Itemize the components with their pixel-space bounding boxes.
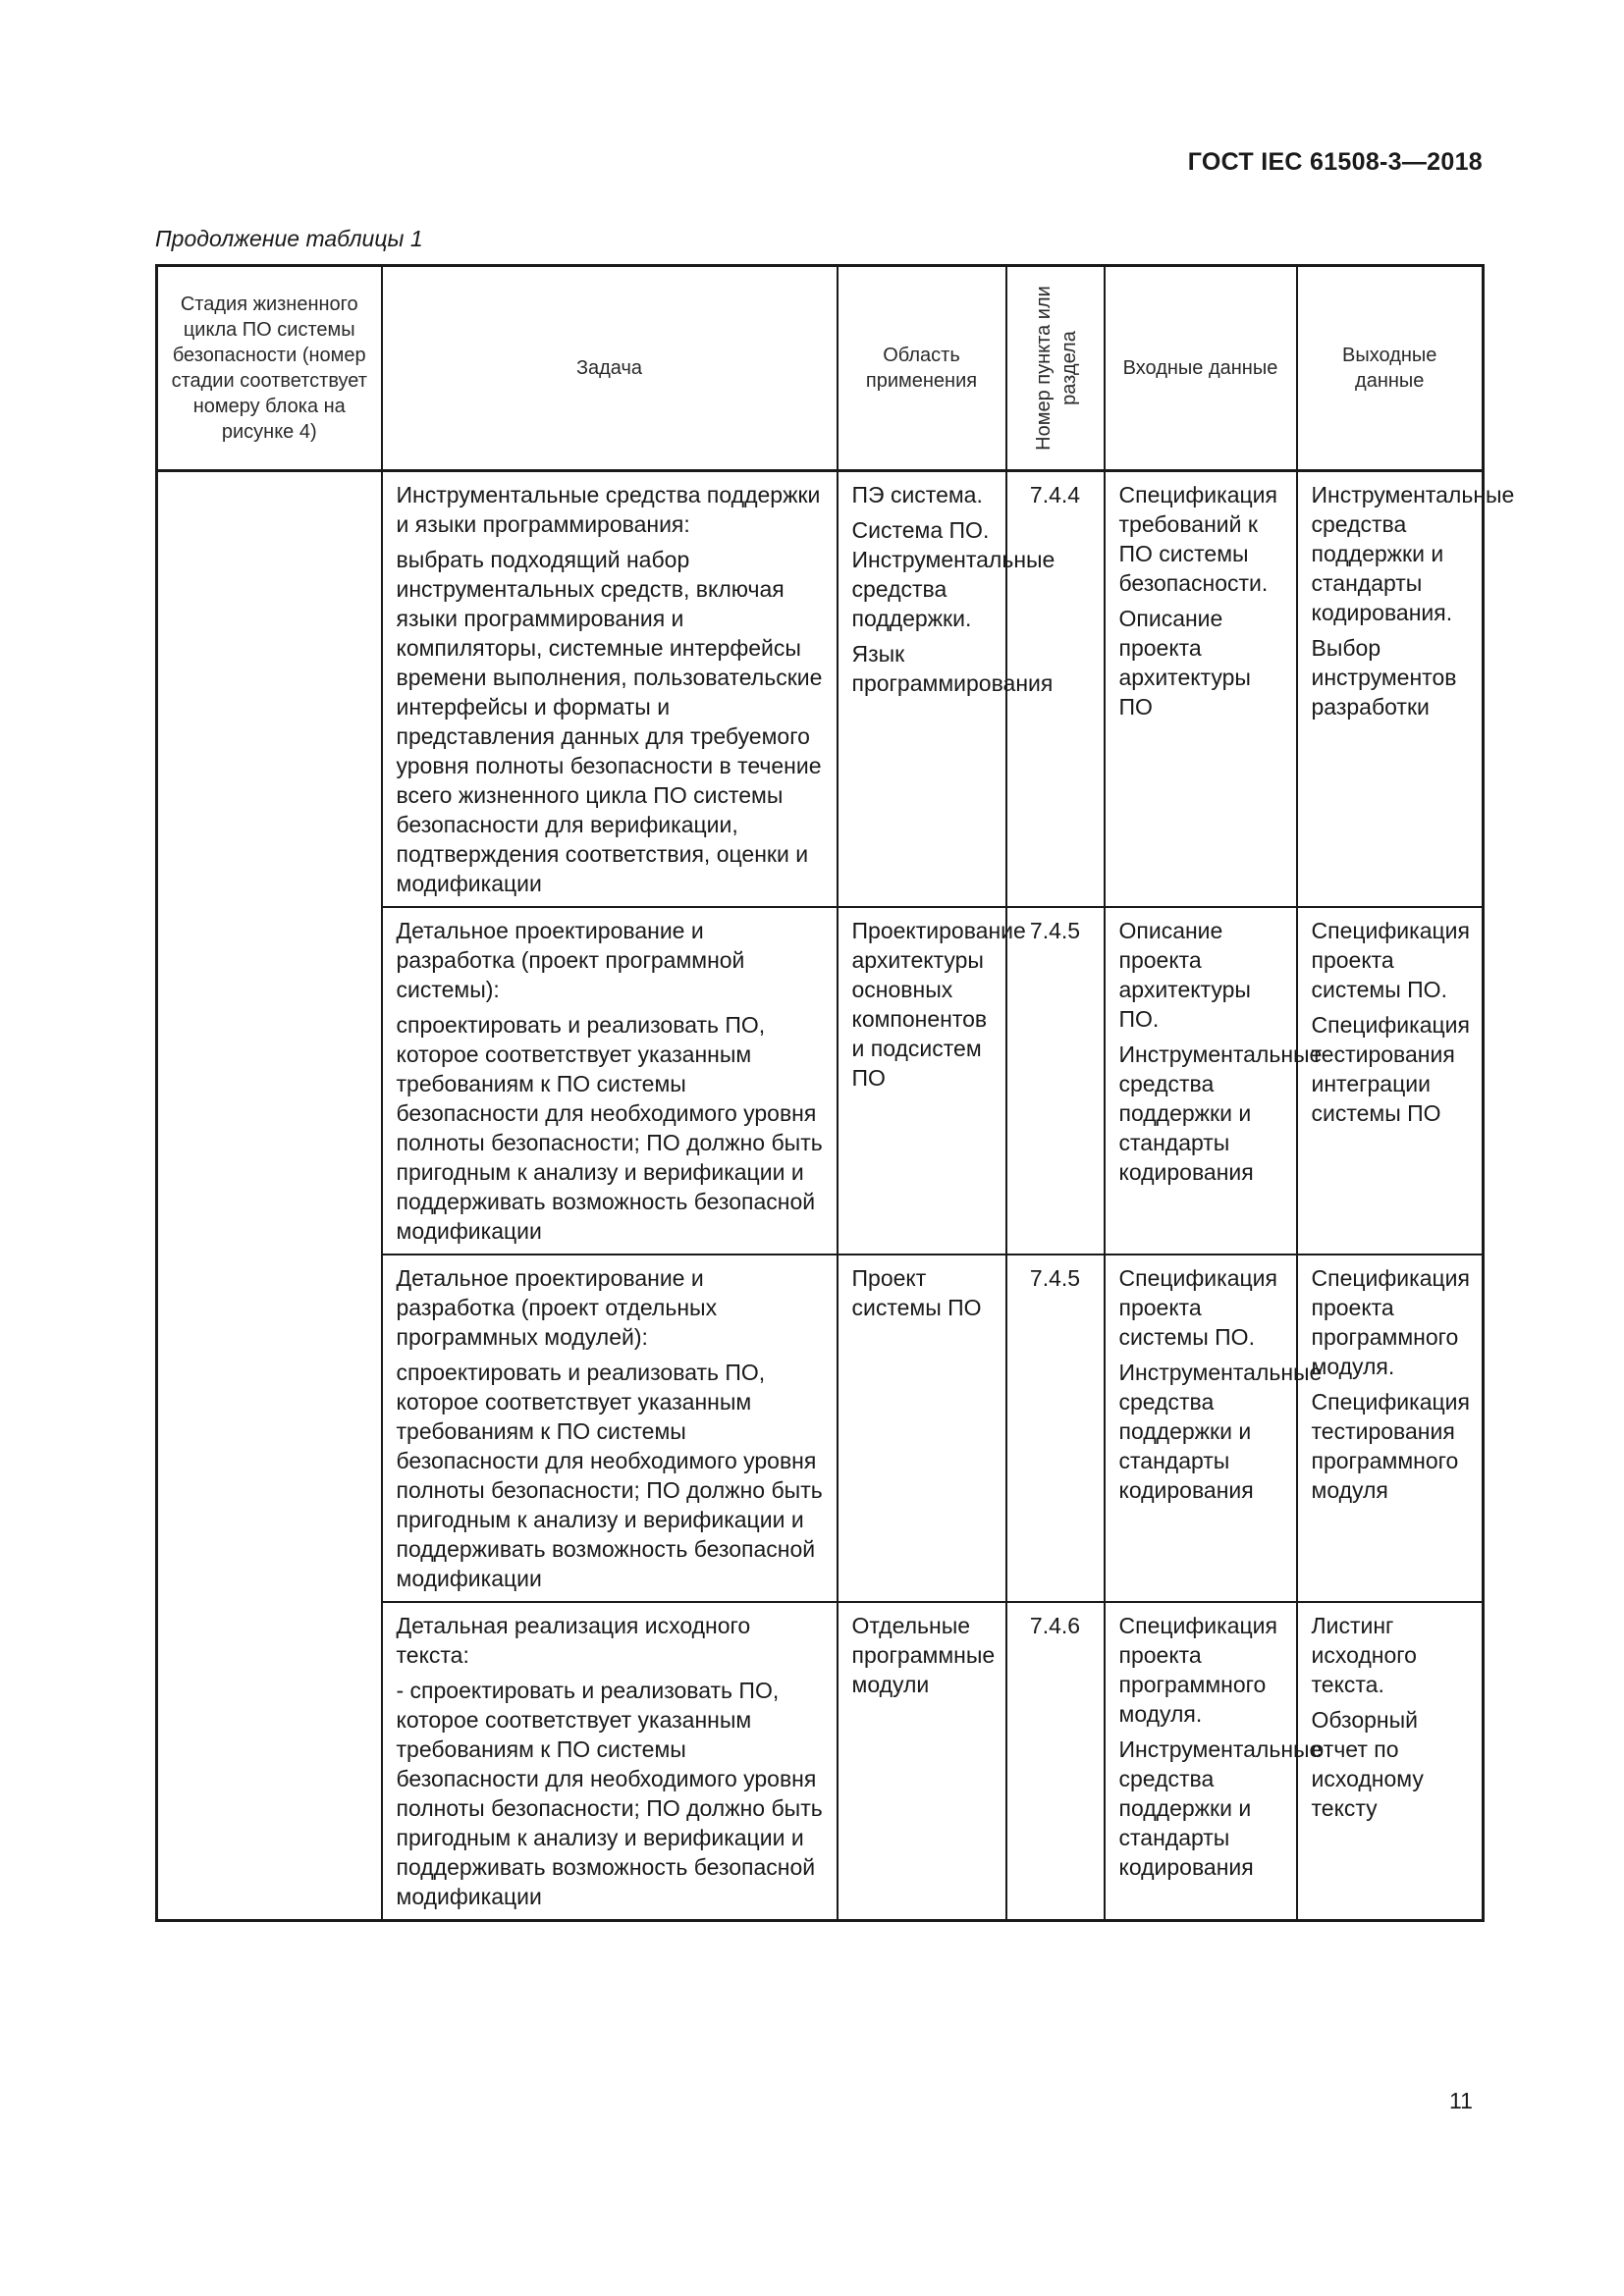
table-row <box>157 471 1484 908</box>
stage-cell <box>157 471 382 1921</box>
column-header-outputs: Выходные данные <box>1297 266 1484 471</box>
clause-cell: 7.4.5 <box>1006 1255 1105 1602</box>
task-cell: Инструментальные средства поддержки и языки программирования: выбрать подходящий набор инструментальных средств, включая языки программирования и компиляторы, системные интерфейсы времени выполнения, пользовательские интерфейсы и форматы и представления данных для требуемого уровня полноты безопасности в течение всего жизненного цикла ПО системы безопасности для верификации, подтверждения соответствия, оценки и модификации <box>382 471 838 908</box>
outputs-cell: Листинг исходного текста. Обзорный отчет по исходному тексту <box>1297 1602 1484 1921</box>
outputs-cell: Спецификация проекта программного модуля. Спецификация тестирования программного модуля <box>1297 1255 1484 1602</box>
clause-cell: 7.4.4 <box>1006 471 1105 908</box>
inputs-cell: Спецификация требований к ПО системы безопасности. Описание проекта архитектуры ПО <box>1105 471 1297 908</box>
scope-cell: Проектирование архитектуры основных компонентов и подсистем ПО <box>838 907 1006 1255</box>
inputs-cell: Спецификация проекта системы ПО. Инструментальные средства поддержки и стандарты кодирования <box>1105 1255 1297 1602</box>
table-caption: Продолжение таблицы 1 <box>155 226 423 251</box>
column-header-scope: Область применения <box>838 266 1006 471</box>
lifecycle-table <box>155 264 1515 1922</box>
standard-code: ГОСТ IEC 61508-3—2018 <box>1187 148 1483 176</box>
column-header-task: Задача <box>382 266 838 471</box>
task-cell: Детальное проектирование и разработка (проект отдельных программных модулей): спроектировать и реализовать ПО, которое соответствует указанным требованиям к ПО системы безопасности для необходимого уровня полноты безопасности; ПО должно быть пригодным к анализу и верификации и поддерживать возможность безопасной модификации <box>382 1255 838 1602</box>
inputs-cell: Спецификация проекта программного модуля. Инструментальные средства поддержки и стандарты кодирования <box>1105 1602 1297 1921</box>
column-header-clause: Номер пункта или раздела <box>1006 266 1105 471</box>
scope-cell: Отдельные программные модули <box>838 1602 1006 1921</box>
scope-cell: ПЭ система. Система ПО. Инструментальные средства поддержки. Язык программирования <box>838 471 1006 908</box>
column-header-stage: Стадия жизненного цикла ПО системы безопасности (номер стадии соответствует номеру блока на рисунке 4) <box>157 266 382 471</box>
clause-cell: 7.4.6 <box>1006 1602 1105 1921</box>
task-cell: Детальное проектирование и разработка (проект программной системы): спроектировать и реализовать ПО, которое соответствует указанным требованиям к ПО системы безопасности для необходимого уровня полноты безопасности; ПО должно быть пригодным к анализу и верификации и поддерживать возможность безопасной модификации <box>382 907 838 1255</box>
table-header-row <box>157 266 1484 471</box>
column-header-inputs: Входные данные <box>1105 266 1297 471</box>
task-cell: Детальная реализация исходного текста: - спроектировать и реализовать ПО, которое соответствует указанным требованиям к ПО системы безопасности для необходимого уровня полноты безопасности; ПО должно быть пригодным к анализу и верификации и поддерживать возможность безопасной модификации <box>382 1602 838 1921</box>
page-number: 11 <box>1449 2088 1473 2113</box>
scope-cell: Проект системы ПО <box>838 1255 1006 1602</box>
outputs-cell: Спецификация проекта системы ПО. Спецификация тестирования интеграции системы ПО <box>1297 907 1484 1255</box>
clause-cell: 7.4.5 <box>1006 907 1105 1255</box>
outputs-cell: Инструментальные средства поддержки и стандарты кодирования. Выбор инструментов разработки <box>1297 471 1484 908</box>
inputs-cell: Описание проекта архитектуры ПО. Инструментальные средства поддержки и стандарты кодирования <box>1105 907 1297 1255</box>
